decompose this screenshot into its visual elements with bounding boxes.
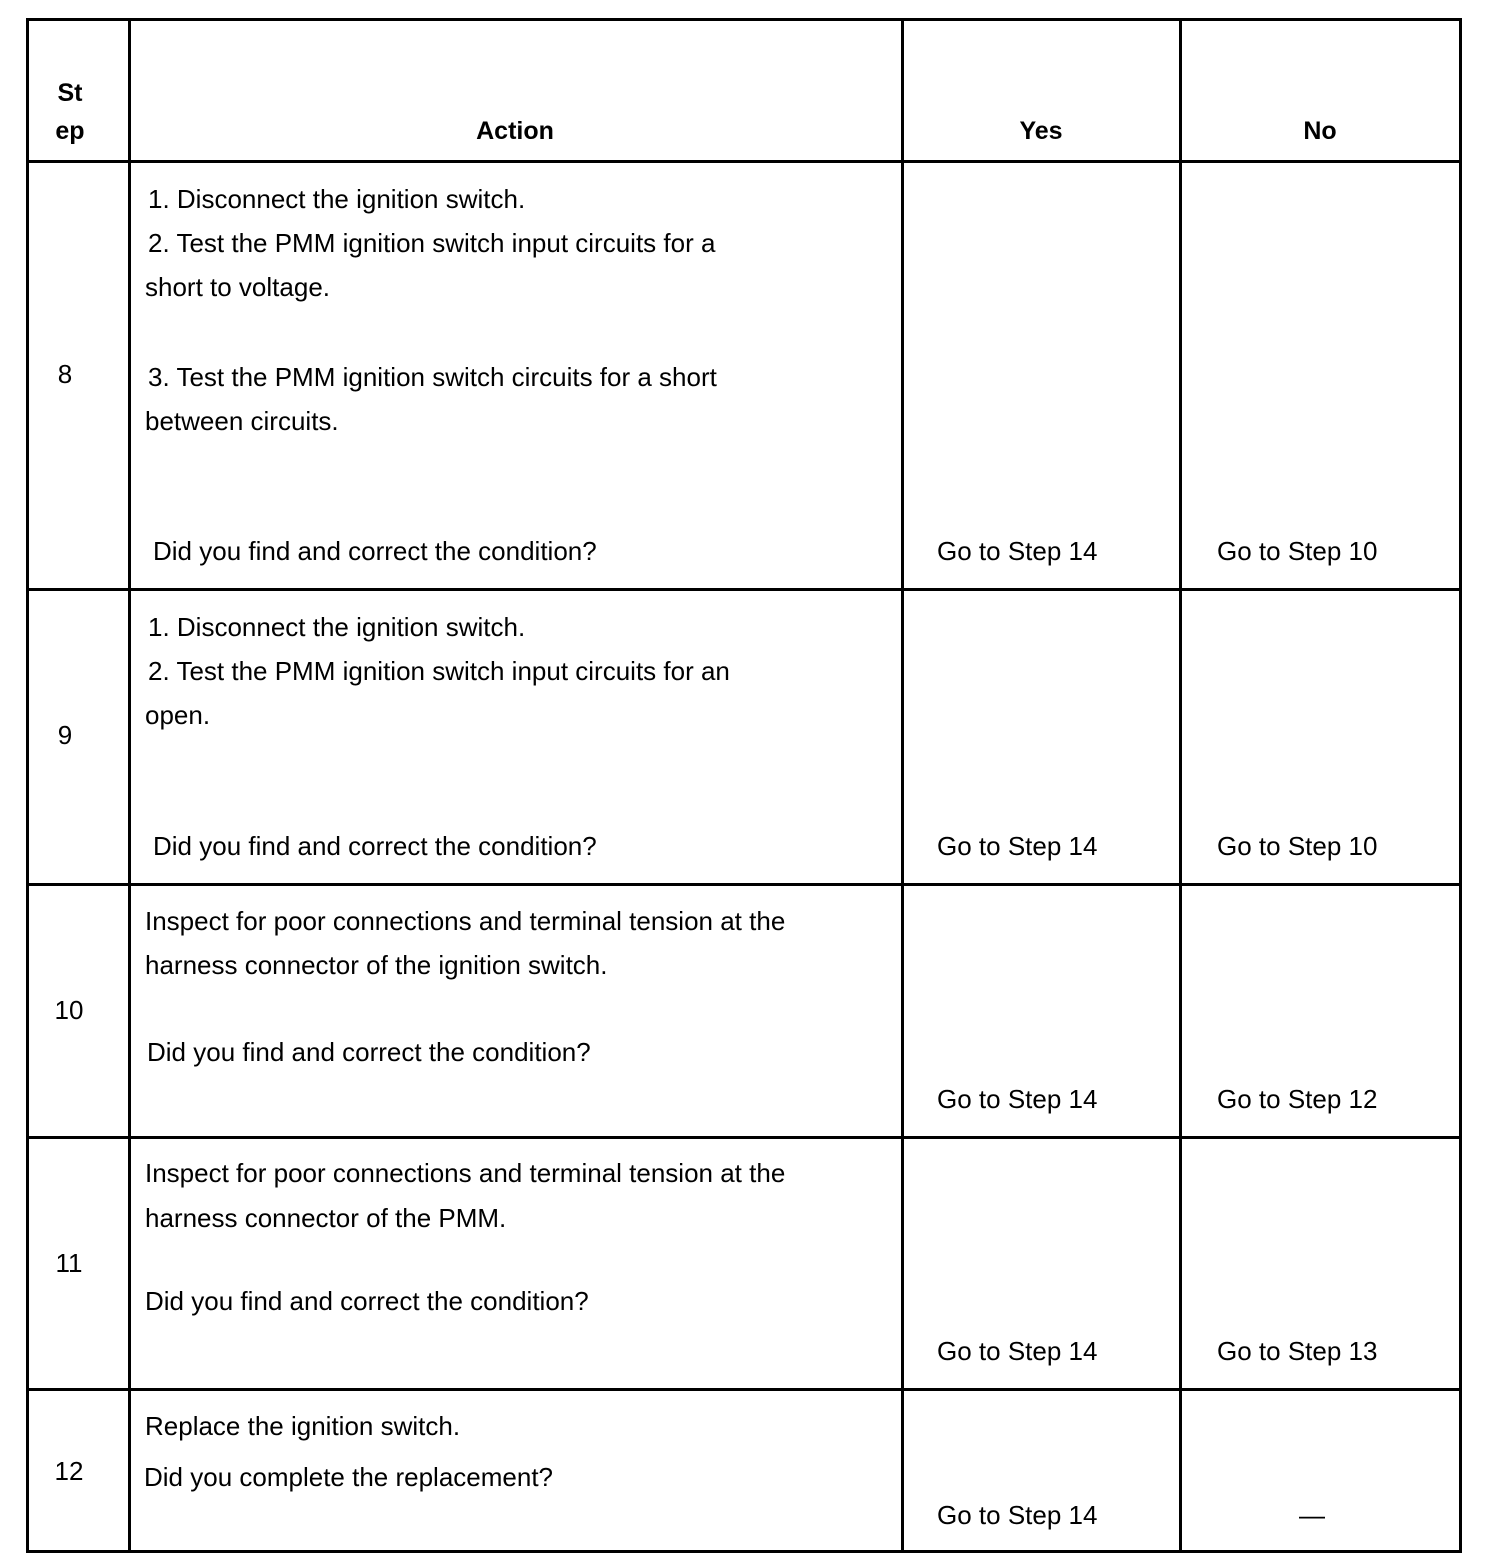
step-number: 11 [55, 1248, 83, 1278]
action-line: short to voltage. [145, 272, 330, 302]
header-step [40, 74, 100, 150]
header-no: No [1303, 117, 1337, 145]
action-line: harness connector of the ignition switch. [145, 950, 608, 980]
row-divider [29, 1136, 1459, 1139]
no-cell: Go to Step 10 [1217, 831, 1378, 861]
action-line: Inspect for poor connections and terminal tension at the [145, 1158, 786, 1188]
action-question: Did you complete the replacement? [144, 1462, 554, 1492]
step-number: 10 [54, 995, 84, 1025]
action-line: Replace the ignition switch. [145, 1411, 461, 1441]
header-step-line1: St [57, 79, 83, 107]
column-divider [901, 21, 904, 1550]
yes-cell: Go to Step 14 [937, 1084, 1098, 1114]
action-line: 1. Disconnect the ignition switch. [148, 184, 526, 214]
action-line: 3. Test the PMM ignition switch circuits for a short [148, 362, 717, 392]
row-divider [29, 160, 1459, 163]
header-yes: Yes [1019, 117, 1063, 145]
action-line: harness connector of the PMM. [145, 1203, 507, 1233]
action-line: open. [145, 700, 211, 730]
step-number: 8 [57, 359, 73, 389]
step-number: 12 [54, 1456, 84, 1486]
action-question: Did you find and correct the condition? [153, 536, 597, 566]
column-divider [128, 21, 131, 1550]
action-question: Did you find and correct the condition? [145, 1286, 589, 1316]
yes-cell: Go to Step 14 [937, 1336, 1098, 1366]
action-question: Did you find and correct the condition? [153, 831, 597, 861]
no-cell: — [1299, 1500, 1325, 1530]
action-line: 1. Disconnect the ignition switch. [148, 612, 526, 642]
row-divider [29, 1388, 1459, 1391]
yes-cell: Go to Step 14 [937, 1500, 1098, 1530]
action-line: 2. Test the PMM ignition switch input circuits for an [148, 656, 730, 686]
step-number: 9 [57, 720, 73, 750]
row-divider [29, 588, 1459, 591]
action-line: Inspect for poor connections and terminal tension at the [145, 906, 786, 936]
no-cell: Go to Step 10 [1217, 536, 1378, 566]
action-line: 2. Test the PMM ignition switch input circuits for a [148, 228, 716, 258]
header-step-line2: ep [55, 117, 85, 145]
no-cell: Go to Step 13 [1217, 1336, 1378, 1366]
column-divider [1179, 21, 1182, 1550]
action-line: between circuits. [145, 406, 339, 436]
header-action: Action [476, 117, 554, 145]
action-question: Did you find and correct the condition? [147, 1037, 591, 1067]
no-cell: Go to Step 12 [1217, 1084, 1378, 1114]
row-divider [29, 883, 1459, 886]
yes-cell: Go to Step 14 [937, 536, 1098, 566]
yes-cell: Go to Step 14 [937, 831, 1098, 861]
